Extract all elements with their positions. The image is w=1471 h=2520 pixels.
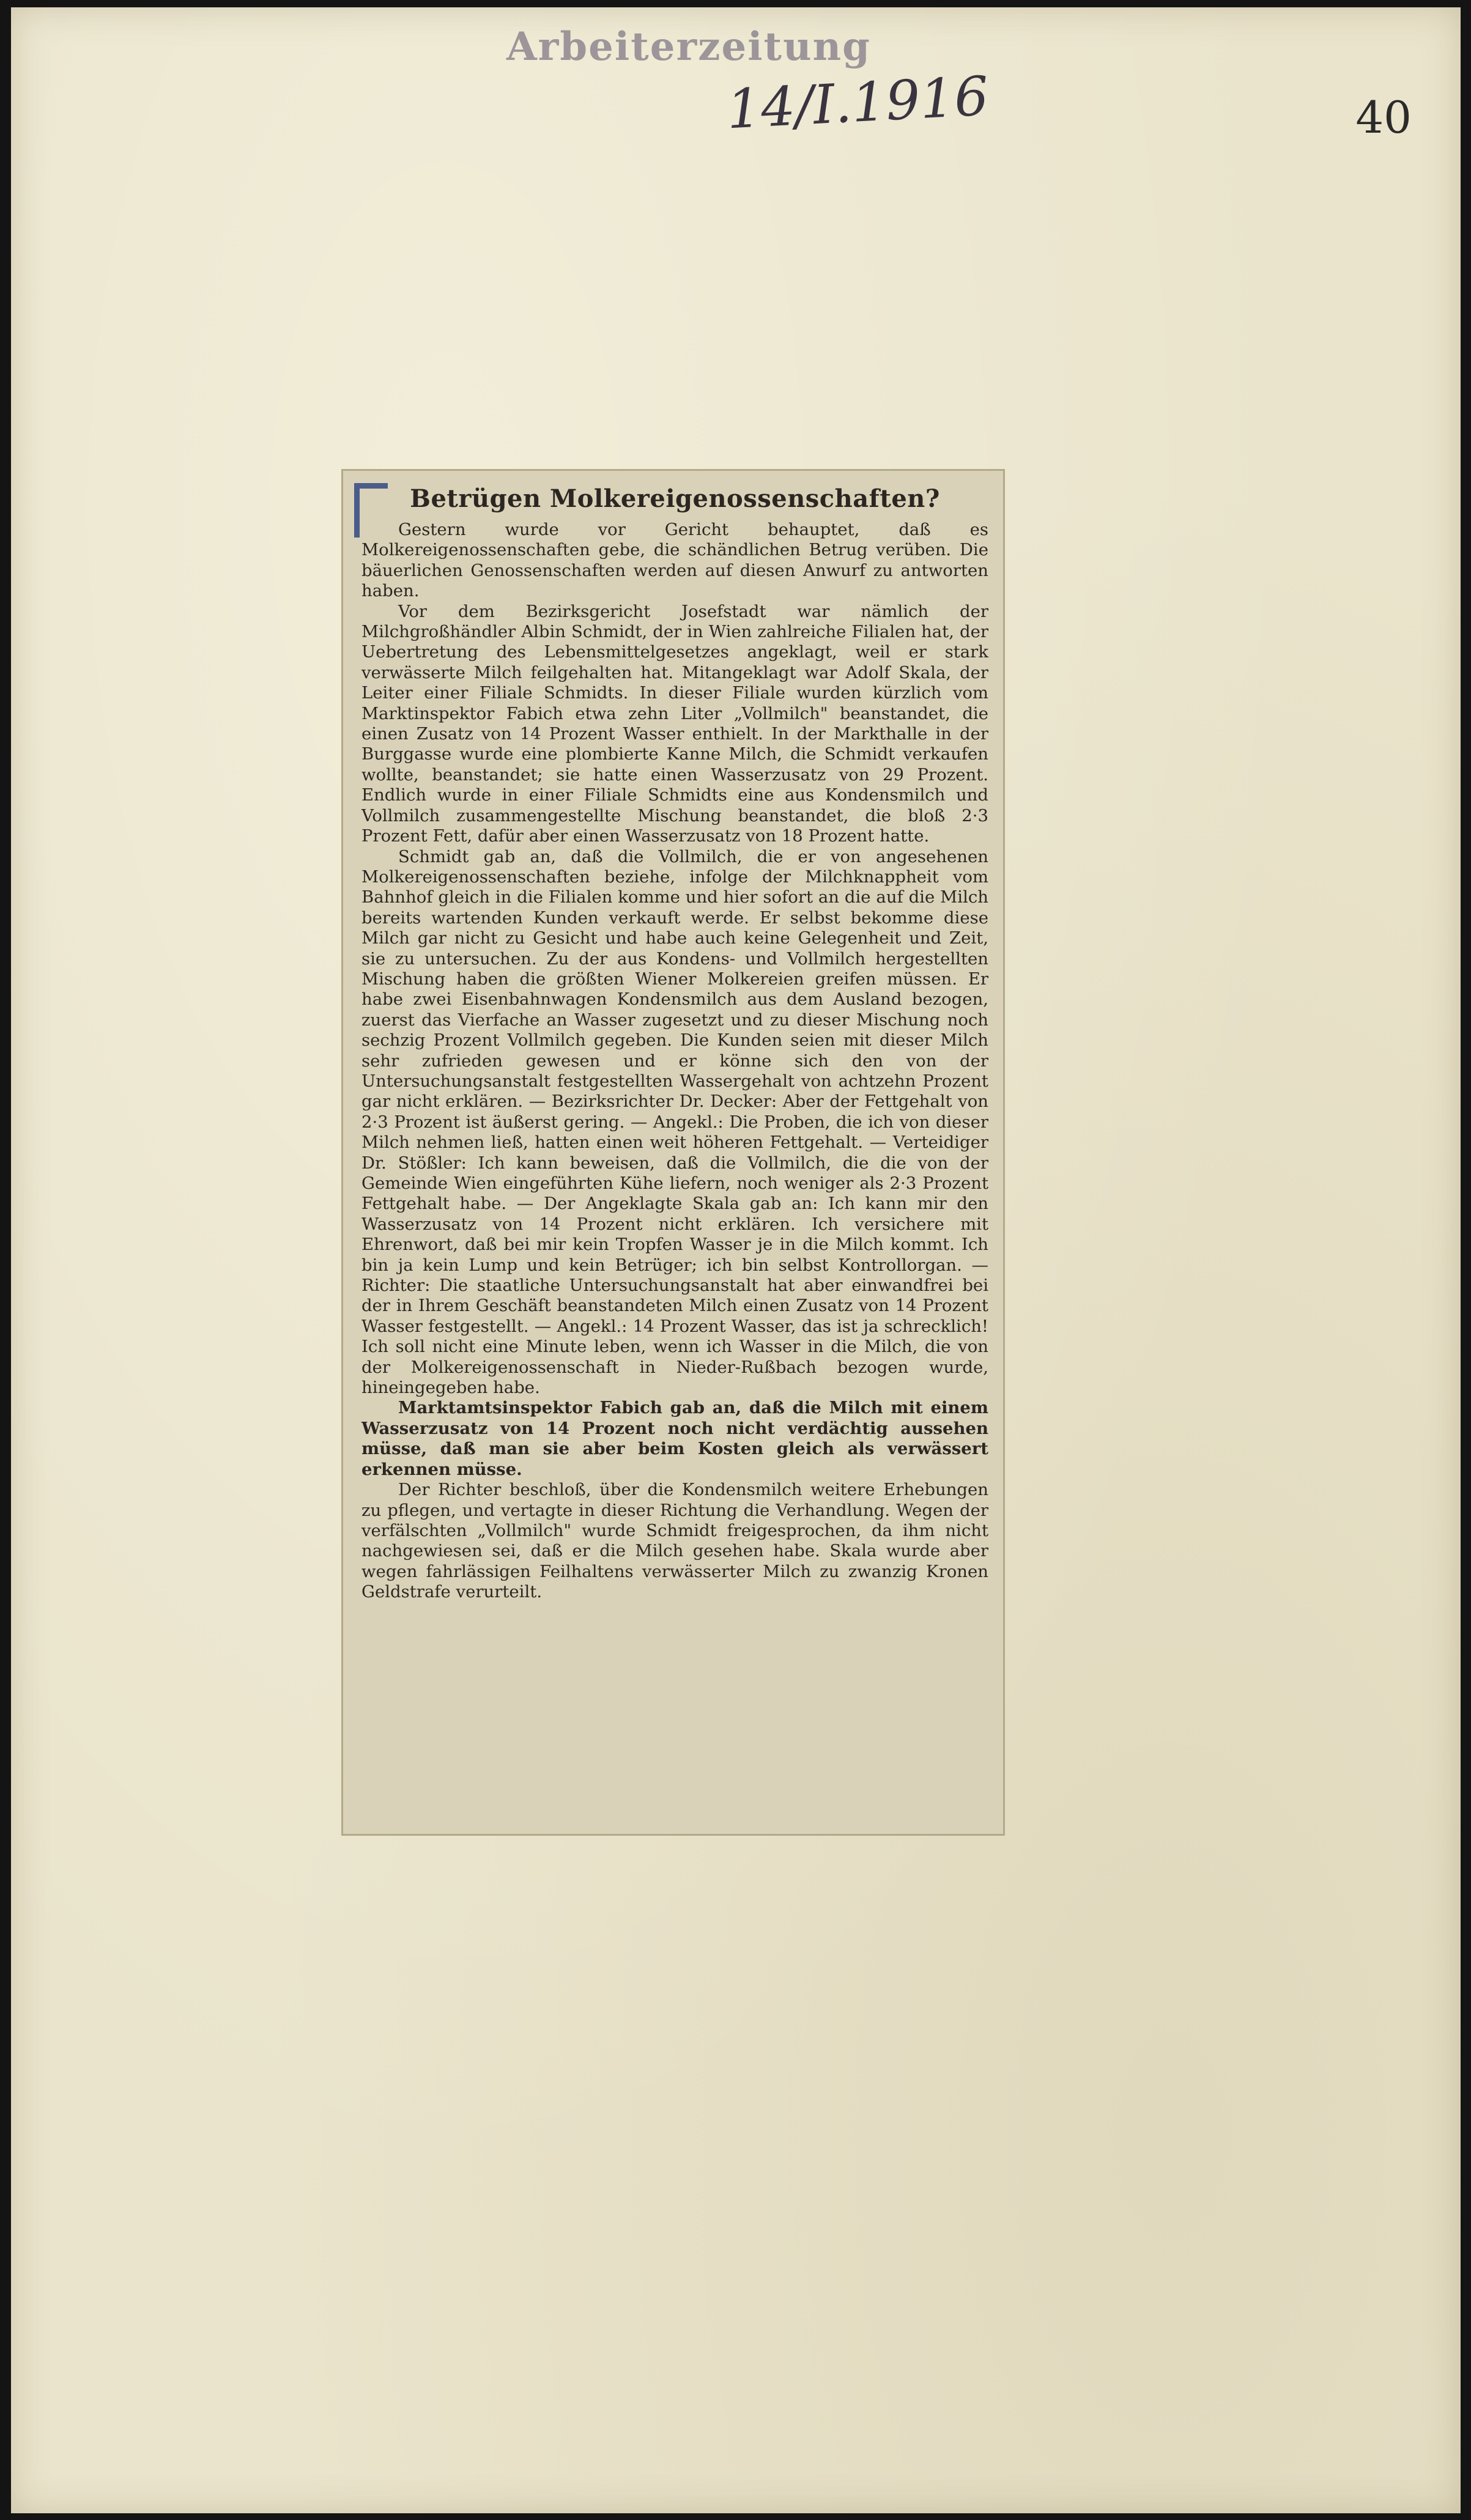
archive-sheet bbox=[11, 7, 1461, 2513]
article-paragraph: Der Richter beschloß, über die Kondensmilch weitere Erhebungen zu pflegen, und vertagte in dieser Richtung die Verhandlung. Wegen der verfälschten „Vollmilch" wurde Schmidt freigesprochen, da ihm nicht nachgewiesen sei, daß er die Milch gesehen habe. Skala wurde aber wegen fahrlässigen Feilhaltens verwässerter Milch zu zwanzig Kronen Geldstrafe verurteilt. bbox=[361, 1480, 988, 1602]
article-headline: Betrügen Molkereigenossenschaften? bbox=[410, 484, 940, 513]
article-paragraph: Schmidt gab an, daß die Vollmilch, die er von angesehenen Molkereigenossenschaften beziehe, infolge der Milchknappheit vom Bahnhof gleich in die Filialen komme und hier sofort an die auf die Milch bereits wartenden Kunden verkauft werde. Er selbst bekomme diese Milch gar nicht zu Gesicht und habe auch keine Gelegenheit und Zeit, sie zu untersuchen. Zu der aus Kondens- und Vollmilch hergestellten Mischung haben die größten Wiener Molkereien greifen müssen. Er habe zwei Eisenbahnwagen Kondensmilch aus dem Ausland bezogen, zuerst das Vierfache an Wasser zugesetzt und zu dieser Mischung noch sechzig Prozent Vollmilch gegeben. Die Kunden seien mit dieser Milch sehr zufrieden gewesen und er könne sich den von der Untersuchungsanstalt festgestellten Wassergehalt von achtzehn Prozent gar nicht erklären. — Bezirksrichter Dr. Decker: Aber der Fettgehalt von 2·3 Prozent ist äußerst gering. — Angekl.: Die Proben, die ich von dieser Milch nehmen ließ, hatten einen weit höheren Fettgehalt. — Verteidiger Dr. Stößler: Ich kann beweisen, daß die Vollmilch, die die von der Gemeinde Wien eingeführten Kühe liefern, noch weniger als 2·3 Prozent Fettgehalt habe. — Der Angeklagte Skala gab an: Ich kann mir den Wasserzusatz von 14 Prozent nicht erklären. Ich versichere mit Ehrenwort, daß bei mir kein Tropfen Wasser je in die Milch kommt. Ich bin ja kein Lump und kein Betrüger; ich bin selbst Kontrollorgan. — Richter: Die staatliche Untersuchungsanstalt hat aber einwandfrei bei der in Ihrem Geschäft beanstandeten Milch einen Zusatz von 14 Prozent Wasser festgestellt. — Angekl.: 14 Prozent Wasser, das ist ja schrecklich! Ich soll nicht eine Minute leben, wenn ich Wasser in die Milch, die von der Molkereigenossenschaft in Nieder-Rußbach bezogen wurde, hineingegeben habe. bbox=[361, 846, 988, 1398]
article-paragraph: Vor dem Bezirksgericht Josefstadt war nämlich der Milchgroßhändler Albin Schmidt, der in Wien zahlreiche Filialen hat, der Uebertretung des Lebensmittelgesetzes angeklagt, weil er stark verwässerte Milch feilgehalten hat. Mitangeklagt war Adolf Skala, der Leiter einer Filiale Schmidts. In dieser Filiale wurden kürzlich vom Marktinspektor Fabich etwa zehn Liter „Vollmilch" beanstandet, die einen Zusatz von 14 Prozent Wasser enthielt. In der Markthalle in der Burggasse wurde eine plombierte Kanne Milch, die Schmidt verkaufen wollte, beanstandet; sie hatte einen Wasserzusatz von 29 Prozent. Endlich wurde in einer Filiale Schmidts eine aus Kondensmilch und Vollmilch zusammengestellte Mischung beanstandet, die bloß 2·3 Prozent Fett, dafür aber einen Wasserzusatz von 18 Prozent hatte. bbox=[361, 601, 988, 846]
article-body bbox=[361, 483, 988, 1822]
handwritten-date: 14/I.1916 bbox=[725, 64, 990, 141]
newspaper-name-stamp: Arbeiterzeitung bbox=[506, 24, 871, 70]
newspaper-clipping bbox=[341, 469, 1005, 1836]
article-paragraph: Gestern wurde vor Gericht behauptet, daß es Molkereigenossenschaften gebe, die schändlichen Betrug verüben. Die bäuerlichen Genossenschaften werden auf diesen Anwurf zu antworten haben. bbox=[361, 520, 988, 601]
article-paragraph: Marktamtsinspektor Fabich gab an, daß die Milch mit einem Wasserzusatz von 14 Prozent noch nicht verdächtig aussehen müsse, daß man sie aber beim Kosten gleich als verwässert erkennen müsse. bbox=[361, 1398, 988, 1479]
page-number: 40 bbox=[1355, 92, 1412, 143]
